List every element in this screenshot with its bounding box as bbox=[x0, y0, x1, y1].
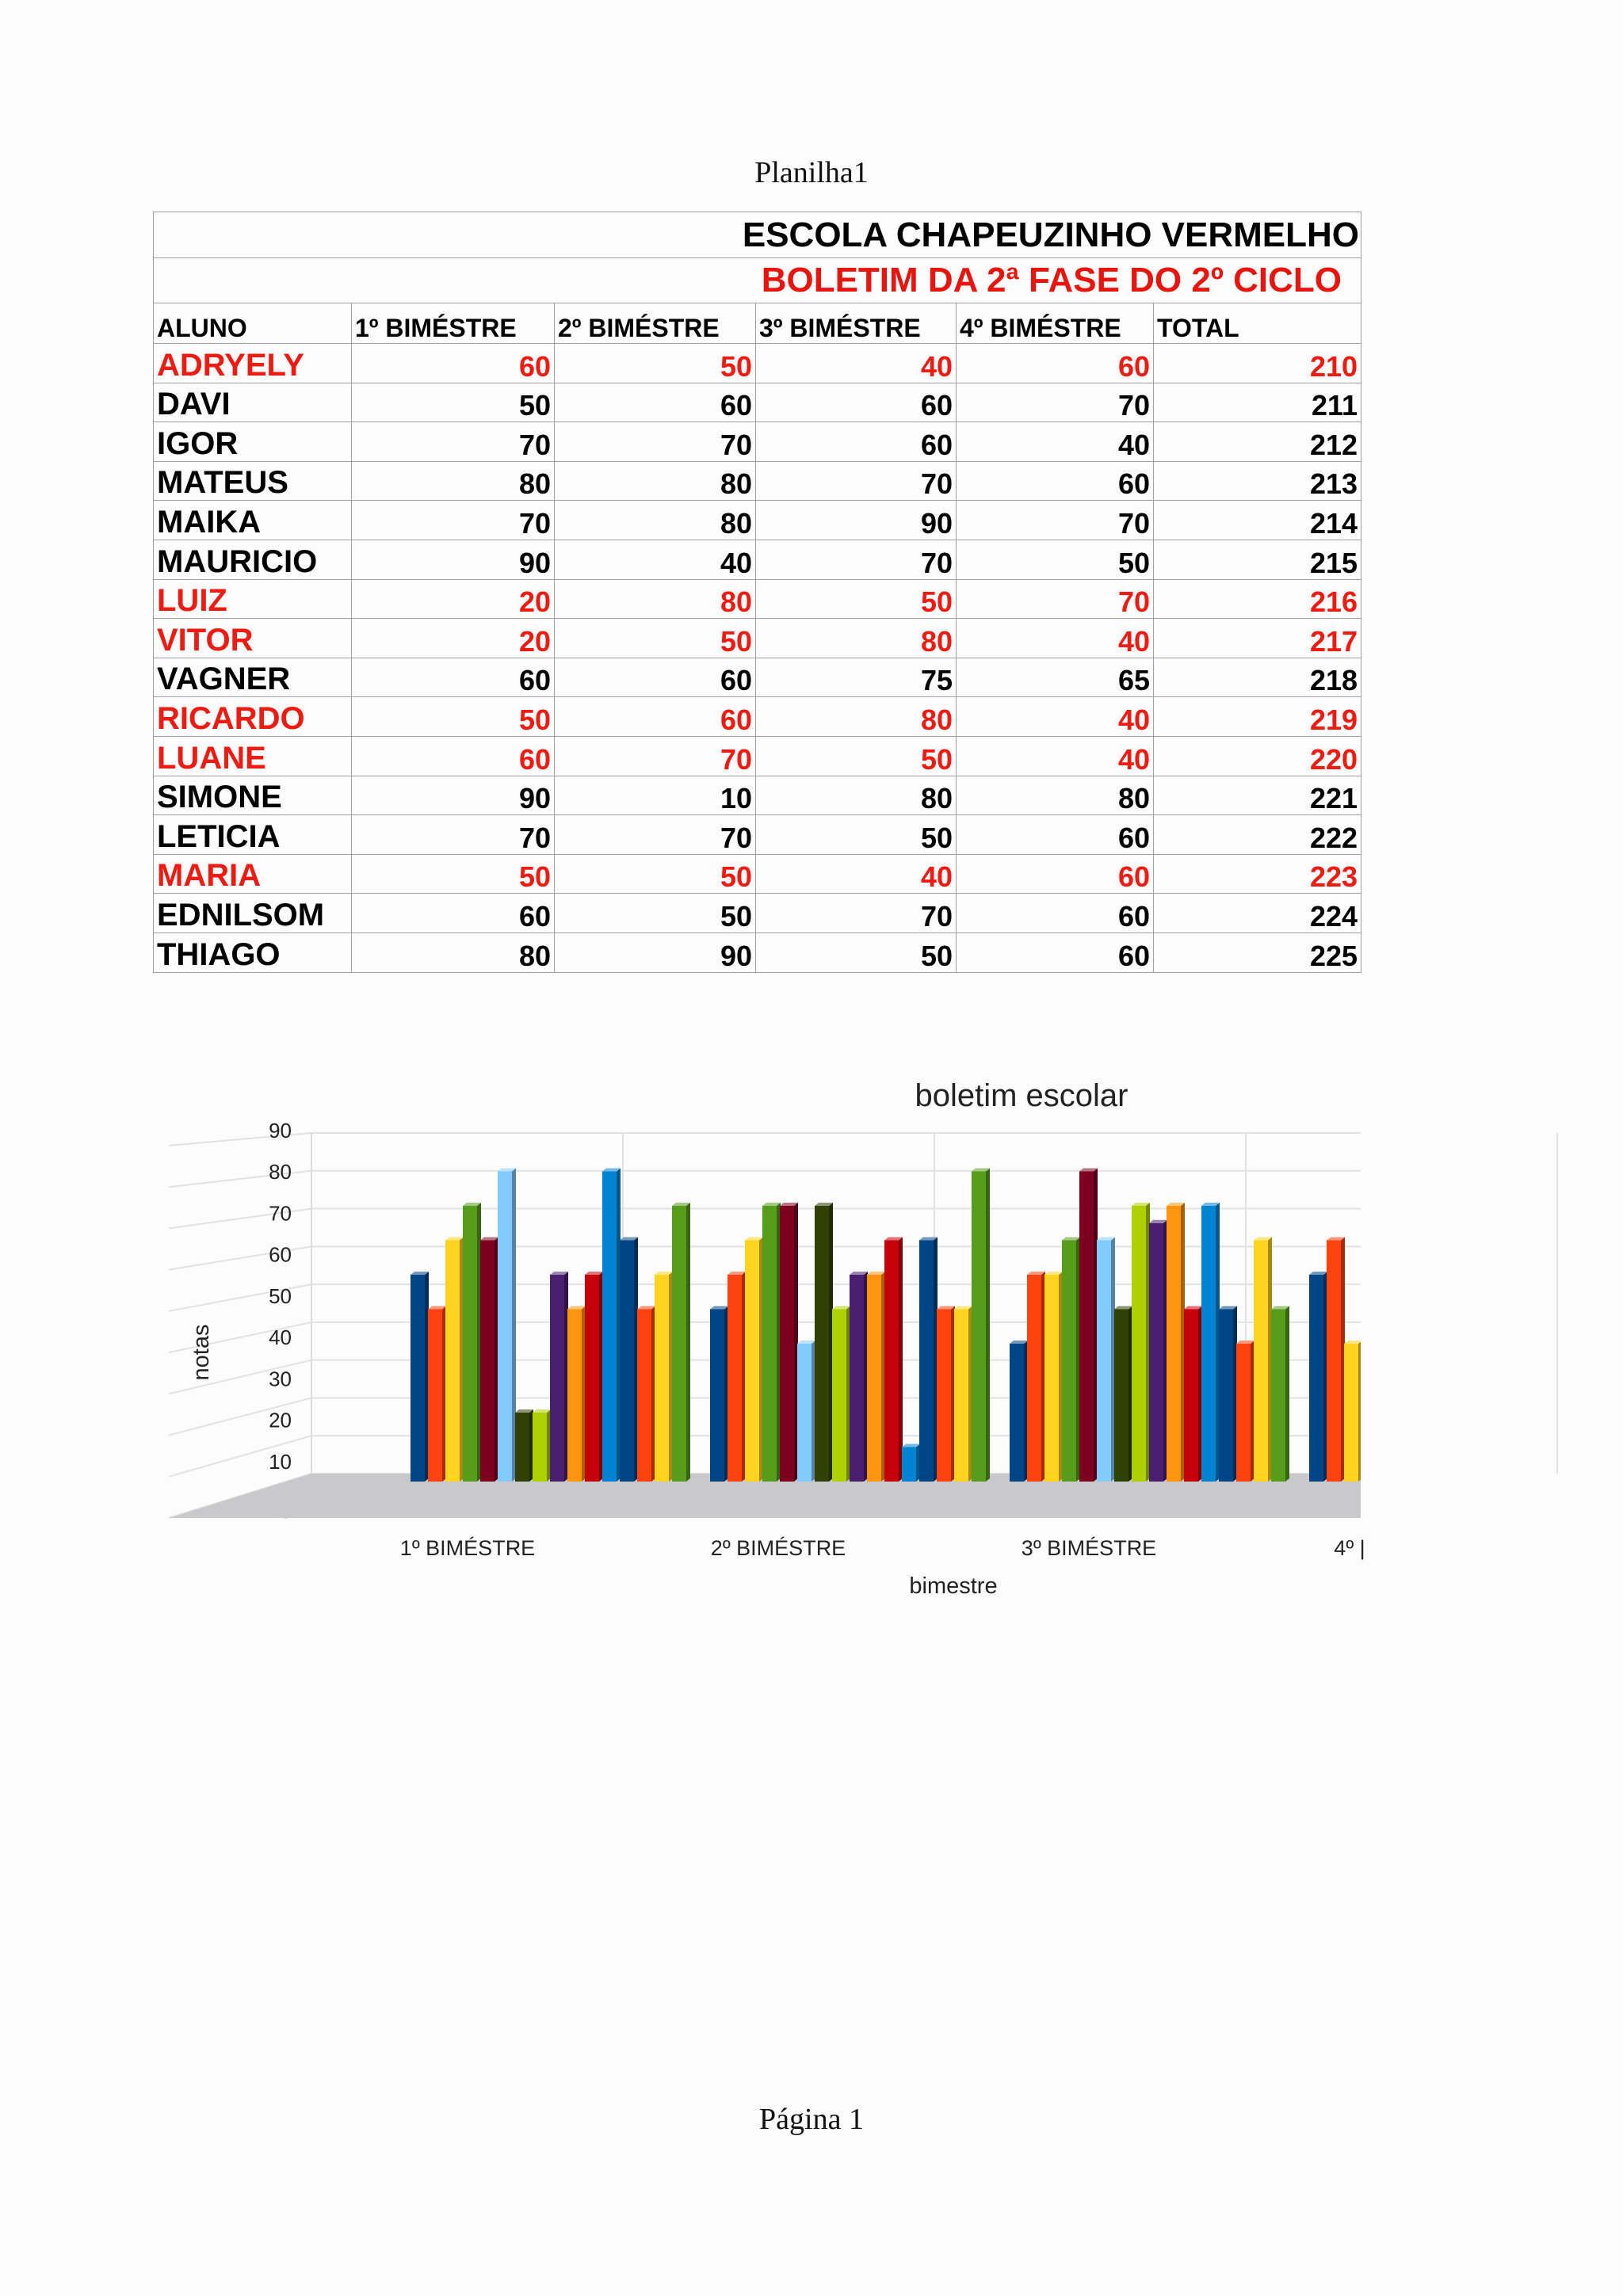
student-name: LETICIA bbox=[154, 815, 352, 855]
total-cell: 218 bbox=[1154, 658, 1361, 697]
bar bbox=[1027, 1275, 1041, 1482]
y-tick-label: 70 bbox=[269, 1201, 292, 1226]
bar-top bbox=[1431, 1341, 1449, 1344]
bar-side bbox=[1411, 1306, 1415, 1482]
bar bbox=[1132, 1206, 1146, 1482]
bar-top bbox=[1466, 1341, 1484, 1344]
grade-cell: 90 bbox=[352, 540, 555, 579]
bar bbox=[1309, 1275, 1323, 1482]
bar bbox=[1010, 1344, 1024, 1482]
grade-cell: 60 bbox=[957, 894, 1154, 933]
bar bbox=[954, 1310, 968, 1482]
grade-cell: 60 bbox=[555, 383, 756, 422]
student-name: EDNILSOM bbox=[154, 894, 352, 933]
student-row bbox=[154, 658, 1361, 697]
grade-cell: 90 bbox=[352, 776, 555, 815]
column-header: TOTAL bbox=[1154, 303, 1361, 344]
grade-cell: 60 bbox=[352, 736, 555, 776]
total-cell: 212 bbox=[1154, 422, 1361, 462]
y-tick-label: 30 bbox=[269, 1367, 292, 1391]
bar bbox=[1167, 1206, 1181, 1482]
student-row bbox=[154, 854, 1361, 894]
grade-cell: 40 bbox=[957, 619, 1154, 658]
bar bbox=[411, 1275, 425, 1482]
bar bbox=[745, 1241, 759, 1482]
bar bbox=[1379, 1241, 1393, 1482]
student-row bbox=[154, 933, 1361, 972]
student-name: VITOR bbox=[154, 619, 352, 658]
bar-top bbox=[1553, 1272, 1571, 1275]
grade-cell: 50 bbox=[756, 815, 957, 855]
student-row bbox=[154, 619, 1361, 658]
grade-cell: 80 bbox=[756, 697, 957, 737]
grade-cell: 50 bbox=[756, 736, 957, 776]
total-cell: 215 bbox=[1154, 540, 1361, 579]
grade-cell: 70 bbox=[555, 815, 756, 855]
page-footer: Página 1 bbox=[759, 2103, 864, 2136]
header-row bbox=[154, 303, 1361, 344]
grade-cell: 50 bbox=[756, 579, 957, 619]
grade-cell: 70 bbox=[957, 383, 1154, 422]
bar bbox=[1097, 1241, 1111, 1482]
bar-side bbox=[1393, 1238, 1397, 1482]
bar bbox=[850, 1275, 864, 1482]
bar-side bbox=[1376, 1272, 1380, 1482]
grade-cell: 65 bbox=[957, 658, 1154, 697]
bar bbox=[1114, 1310, 1128, 1482]
grade-cell: 60 bbox=[957, 461, 1154, 501]
grade-cell: 50 bbox=[555, 854, 756, 894]
column-header: 3º BIMÉSTRE bbox=[756, 303, 957, 344]
bar bbox=[1484, 1344, 1498, 1482]
bar bbox=[672, 1206, 686, 1482]
bar bbox=[1466, 1344, 1480, 1482]
y-tick-label: 10 bbox=[269, 1449, 292, 1474]
grade-cell: 70 bbox=[352, 422, 555, 462]
x-tick-label: 2º BIMÉSTRE bbox=[710, 1536, 846, 1560]
student-name: IGOR bbox=[154, 422, 352, 462]
bar bbox=[1184, 1310, 1198, 1482]
bar bbox=[762, 1206, 777, 1482]
student-name: MATEUS bbox=[154, 461, 352, 501]
student-row bbox=[154, 422, 1361, 462]
bar bbox=[567, 1310, 582, 1482]
total-cell: 219 bbox=[1154, 697, 1361, 737]
y-tick-label: 20 bbox=[269, 1408, 292, 1432]
bar-top bbox=[1501, 1203, 1519, 1206]
total-cell: 222 bbox=[1154, 815, 1361, 855]
bar bbox=[480, 1241, 495, 1482]
bar-side bbox=[1533, 1272, 1537, 1482]
grade-cell: 60 bbox=[756, 383, 957, 422]
bar bbox=[710, 1310, 724, 1482]
student-row bbox=[154, 776, 1361, 815]
grade-cell: 80 bbox=[756, 619, 957, 658]
bar bbox=[620, 1241, 634, 1482]
bar bbox=[602, 1172, 617, 1482]
grade-cell: 50 bbox=[756, 933, 957, 972]
grade-cell: 10 bbox=[555, 776, 756, 815]
total-cell: 225 bbox=[1154, 933, 1361, 972]
grade-table bbox=[153, 212, 1361, 973]
grade-cell: 80 bbox=[555, 501, 756, 540]
grade-cell: 40 bbox=[756, 854, 957, 894]
student-name: MARIA bbox=[154, 854, 352, 894]
bar bbox=[1553, 1275, 1568, 1482]
column-header: 2º BIMÉSTRE bbox=[555, 303, 756, 344]
bar-side bbox=[686, 1203, 690, 1482]
grade-cell: 60 bbox=[957, 815, 1154, 855]
student-name: LUANE bbox=[154, 736, 352, 776]
y-tick-label: 60 bbox=[269, 1242, 292, 1267]
column-header: 1º BIMÉSTRE bbox=[352, 303, 555, 344]
chart-title: boletim escolar bbox=[915, 1078, 1128, 1113]
total-cell: 216 bbox=[1154, 579, 1361, 619]
bar bbox=[655, 1275, 669, 1482]
y-tick-label: 80 bbox=[269, 1160, 292, 1184]
student-row bbox=[154, 344, 1361, 383]
grade-cell: 60 bbox=[352, 344, 555, 383]
student-row bbox=[154, 461, 1361, 501]
bar bbox=[1044, 1275, 1059, 1482]
grade-cell: 20 bbox=[352, 579, 555, 619]
grade-cell: 40 bbox=[555, 540, 756, 579]
student-name: DAVI bbox=[154, 383, 352, 422]
student-row bbox=[154, 815, 1361, 855]
bar bbox=[1361, 1275, 1376, 1482]
student-name: LUIZ bbox=[154, 579, 352, 619]
column-header: 4º BIMÉSTRE bbox=[957, 303, 1154, 344]
student-row bbox=[154, 540, 1361, 579]
student-name: MAIKA bbox=[154, 501, 352, 540]
bar bbox=[1327, 1241, 1341, 1482]
bar-side bbox=[1285, 1306, 1289, 1482]
total-cell: 210 bbox=[1154, 344, 1361, 383]
x-tick-label: 1º BIMÉSTRE bbox=[399, 1536, 536, 1560]
bar-side bbox=[1463, 1254, 1467, 1482]
total-cell: 221 bbox=[1154, 776, 1361, 815]
grade-cell: 70 bbox=[352, 815, 555, 855]
bar-top bbox=[1379, 1238, 1397, 1241]
grade-cell: 70 bbox=[957, 501, 1154, 540]
bar bbox=[1518, 1275, 1533, 1482]
bar-top bbox=[1518, 1272, 1537, 1275]
bar bbox=[884, 1241, 899, 1482]
bar bbox=[1219, 1310, 1233, 1482]
bar bbox=[515, 1413, 529, 1482]
bar bbox=[780, 1206, 794, 1482]
grade-cell: 50 bbox=[555, 344, 756, 383]
total-cell: 223 bbox=[1154, 854, 1361, 894]
bar bbox=[1396, 1310, 1411, 1482]
y-tick-label: 50 bbox=[269, 1283, 292, 1308]
grade-cell: 80 bbox=[352, 461, 555, 501]
student-name: MAURICIO bbox=[154, 540, 352, 579]
bar bbox=[585, 1275, 599, 1482]
grade-cell: 40 bbox=[957, 736, 1154, 776]
student-row bbox=[154, 697, 1361, 737]
grade-cell: 60 bbox=[555, 658, 756, 697]
total-cell: 211 bbox=[1154, 383, 1361, 422]
student-name: VAGNER bbox=[154, 658, 352, 697]
bar bbox=[428, 1310, 442, 1482]
grade-cell: 50 bbox=[555, 894, 756, 933]
grade-cell: 80 bbox=[555, 579, 756, 619]
bar-side bbox=[899, 1238, 903, 1482]
grade-cell: 60 bbox=[957, 344, 1154, 383]
grade-cell: 80 bbox=[756, 776, 957, 815]
total-cell: 220 bbox=[1154, 736, 1361, 776]
grade-cell: 40 bbox=[756, 344, 957, 383]
bar bbox=[1501, 1206, 1515, 1482]
bar bbox=[727, 1275, 742, 1482]
student-name: RICARDO bbox=[154, 697, 352, 737]
bar bbox=[815, 1206, 829, 1482]
bar-top bbox=[1484, 1341, 1502, 1344]
total-cell: 224 bbox=[1154, 894, 1361, 933]
bar-side bbox=[1515, 1203, 1519, 1482]
student-row bbox=[154, 894, 1361, 933]
bar bbox=[498, 1172, 512, 1482]
grade-cell: 70 bbox=[555, 422, 756, 462]
bar bbox=[550, 1275, 564, 1482]
grade-cell: 50 bbox=[352, 697, 555, 737]
student-name: SIMONE bbox=[154, 776, 352, 815]
bar bbox=[1201, 1206, 1216, 1482]
grade-cell: 50 bbox=[555, 619, 756, 658]
x-axis-title: bimestre bbox=[909, 1573, 998, 1599]
grade-cell: 80 bbox=[555, 461, 756, 501]
bar-side bbox=[1480, 1341, 1484, 1482]
bar-side bbox=[1585, 1272, 1589, 1482]
grade-cell: 60 bbox=[352, 658, 555, 697]
bar bbox=[1536, 1275, 1550, 1482]
bar-side bbox=[1568, 1272, 1571, 1482]
x-tick-label: 3º BIMÉSTRE bbox=[1021, 1536, 1157, 1560]
bar-top bbox=[1361, 1272, 1380, 1275]
bar-top bbox=[1449, 1254, 1467, 1257]
student-row bbox=[154, 736, 1361, 776]
bar bbox=[445, 1241, 460, 1482]
grade-cell: 70 bbox=[756, 894, 957, 933]
bar bbox=[533, 1413, 547, 1482]
grade-cell: 70 bbox=[555, 736, 756, 776]
bar-series-group bbox=[411, 1169, 1589, 1482]
bar bbox=[937, 1310, 951, 1482]
bar bbox=[1414, 1241, 1428, 1482]
bar bbox=[1236, 1344, 1251, 1482]
y-tick-label: 90 bbox=[269, 1119, 292, 1142]
y-axis-title: notas bbox=[189, 1324, 214, 1381]
bar bbox=[1571, 1275, 1585, 1482]
student-name: THIAGO bbox=[154, 933, 352, 972]
grade-cell: 60 bbox=[957, 854, 1154, 894]
student-row bbox=[154, 501, 1361, 540]
student-row bbox=[154, 579, 1361, 619]
grade-cell: 40 bbox=[957, 697, 1154, 737]
bar bbox=[919, 1241, 934, 1482]
bar bbox=[1431, 1344, 1445, 1482]
grade-cell: 90 bbox=[756, 501, 957, 540]
grades-chart bbox=[153, 1062, 1365, 1616]
total-cell: 214 bbox=[1154, 501, 1361, 540]
bar-top bbox=[1536, 1272, 1554, 1275]
grade-cell: 60 bbox=[352, 894, 555, 933]
grade-cell: 75 bbox=[756, 658, 957, 697]
bar-side bbox=[986, 1169, 990, 1482]
bar bbox=[1079, 1172, 1094, 1482]
x-tick-label: 4º | bbox=[1334, 1536, 1365, 1560]
y-tick-label: 40 bbox=[269, 1325, 292, 1350]
page-header: Planilha1 bbox=[754, 156, 869, 189]
grade-cell: 60 bbox=[756, 422, 957, 462]
bar bbox=[797, 1344, 812, 1482]
student-name: ADRYELY bbox=[154, 344, 352, 383]
grade-cell: 80 bbox=[352, 933, 555, 972]
grade-cell: 50 bbox=[352, 854, 555, 894]
bar bbox=[1271, 1310, 1285, 1482]
bar bbox=[1254, 1241, 1268, 1482]
bar bbox=[902, 1447, 916, 1482]
grade-cell: 70 bbox=[756, 540, 957, 579]
bar-top bbox=[1396, 1306, 1415, 1310]
bar-side bbox=[1445, 1341, 1449, 1482]
grade-cell: 60 bbox=[555, 697, 756, 737]
bar-side bbox=[1550, 1272, 1554, 1482]
bar-side bbox=[1358, 1341, 1362, 1482]
bar-top bbox=[1414, 1238, 1432, 1241]
total-cell: 213 bbox=[1154, 461, 1361, 501]
grade-cell: 70 bbox=[756, 461, 957, 501]
column-header: ALUNO bbox=[154, 303, 352, 344]
grade-cell: 50 bbox=[352, 383, 555, 422]
bar bbox=[1449, 1257, 1463, 1482]
bar bbox=[832, 1310, 846, 1482]
grade-cell: 20 bbox=[352, 619, 555, 658]
total-cell: 217 bbox=[1154, 619, 1361, 658]
grade-cell: 50 bbox=[957, 540, 1154, 579]
bar bbox=[637, 1310, 651, 1482]
grade-cell: 70 bbox=[957, 579, 1154, 619]
bar bbox=[463, 1206, 477, 1482]
bar bbox=[1344, 1344, 1358, 1482]
bar-side bbox=[1498, 1341, 1502, 1482]
bar bbox=[972, 1172, 986, 1482]
grade-cell: 40 bbox=[957, 422, 1154, 462]
bar-side bbox=[1428, 1238, 1432, 1482]
grade-cell: 60 bbox=[957, 933, 1154, 972]
bar bbox=[1149, 1223, 1163, 1482]
grade-cell: 70 bbox=[352, 501, 555, 540]
grade-cell: 90 bbox=[555, 933, 756, 972]
report-subtitle: BOLETIM DA 2ª FASE DO 2º CICLO bbox=[154, 258, 1361, 303]
grade-cell: 80 bbox=[957, 776, 1154, 815]
student-row bbox=[154, 383, 1361, 422]
school-title: ESCOLA CHAPEUZINHO VERMELHO bbox=[154, 212, 1361, 258]
bar bbox=[1062, 1241, 1076, 1482]
bar bbox=[867, 1275, 881, 1482]
bar-top bbox=[1571, 1272, 1589, 1275]
